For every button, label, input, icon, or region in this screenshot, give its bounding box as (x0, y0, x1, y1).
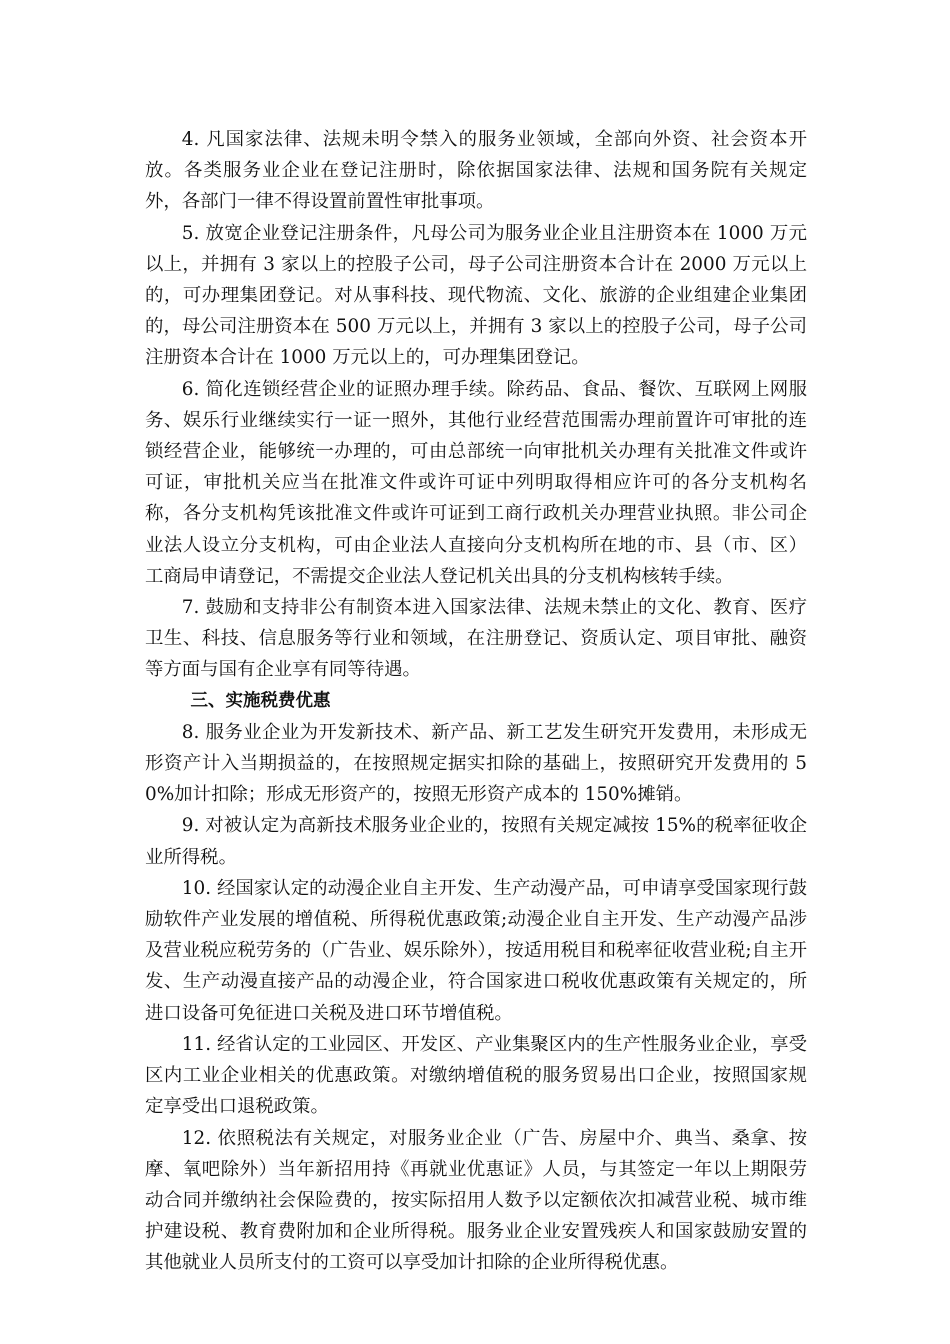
paragraph-item-11: 11. 经省认定的工业园区、开发区、产业集聚区内的生产性服务业企业，享受区内工业企业相关的优惠政策。对缴纳增值税的服务贸易出口企业，按照国家规定享受出口退税政策。 (145, 1033, 807, 1118)
paragraph-item-4: 4. 凡国家法律、法规未明令禁入的服务业领域，全部向外资、社会资本开放。各类服务业企业在登记注册时，除依据国家法律、法规和国务院有关规定外，各部门一律不得设置前置性审批事项。 (145, 129, 807, 213)
paragraph-item-12: 12. 依照税法有关规定，对服务业企业（广告、房屋中介、典当、桑拿、按摩、氧吧除外）当年新招用持《再就业优惠证》人员，与其签定一年以上期限劳动合同并缴纳社会保险费的，按实际招用人数予以定额依次扣减营业税、城市维护建设税、教育费附加和企业所得税。服务业企业安置残疾人和国家鼓励安置的其他就业人员所支付的工资可以享受加计扣除的企业所得税优惠。 (145, 1127, 807, 1274)
paragraph-item-5: 5. 放宽企业登记注册条件，凡母公司为服务业企业且注册资本在 1000 万元以上，并拥有 3 家以上的控股子公司，母子公司注册资本合计在 2000 万元以上的，可办理集团登记。对从事科技、现代物流、文化、旅游的企业组建企业集团的，母公司注册资本在 500 万元以上，并拥有 3 家以上的控股子公司，母子公司注册资本合计在 1000 万元以上的，可办理集团登记。 (145, 222, 807, 369)
section-heading: 三、实施税费优惠 (190, 690, 331, 711)
document-body (145, 124, 807, 1279)
paragraph-item-8: 8. 服务业企业为开发新技术、新产品、新工艺发生研究开发费用，未形成无形资产计入当期损益的，在按照规定据实扣除的基础上，按照研究开发费用的 50%加计扣除；形成无形资产的，按照无形资产成本的 150%摊销。 (145, 721, 807, 806)
paragraph-item-7: 7. 鼓励和支持非公有制资本进入国家法律、法规未禁止的文化、教育、医疗卫生、科技、信息服务等行业和领域，在注册登记、资质认定、项目审批、融资等方面与国有企业享有同等待遇。 (145, 597, 807, 681)
paragraph-item-6: 6. 简化连锁经营企业的证照办理手续。除药品、食品、餐饮、互联网上网服务、娱乐行业继续实行一证一照外，其他行业经营范围需办理前置许可审批的连锁经营企业，能够统一办理的，可由总部统一向审批机关办理有关批准文件或许可证，审批机关应当在批准文件或许可证中列明取得相应许可的各分支机构名称，各分支机构凭该批准文件或许可证到工商行政机关办理营业执照。非公司企业法人设立分支机构，可由企业法人直接向分支机构所在地的市、县（市、区）工商局申请登记，不需提交企业法人登记机关出具的分支机构核转手续。 (145, 378, 807, 587)
paragraph-item-10: 10. 经国家认定的动漫企业自主开发、生产动漫产品，可申请享受国家现行鼓励软件产业发展的增值税、所得税优惠政策;动漫企业自主开发、生产动漫产品涉及营业税应税劳务的（广告业、娱乐除外），按适用税目和税率征收营业税;自主开发、生产动漫直接产品的动漫企业，符合国家进口税收优惠政策有关规定的，所进口设备可免征进口关税及进口环节增值税。 (145, 877, 807, 1024)
paragraph-item-9: 9. 对被认定为高新技术服务业企业的，按照有关规定减按 15%的税率征收企业所得税。 (145, 815, 807, 868)
